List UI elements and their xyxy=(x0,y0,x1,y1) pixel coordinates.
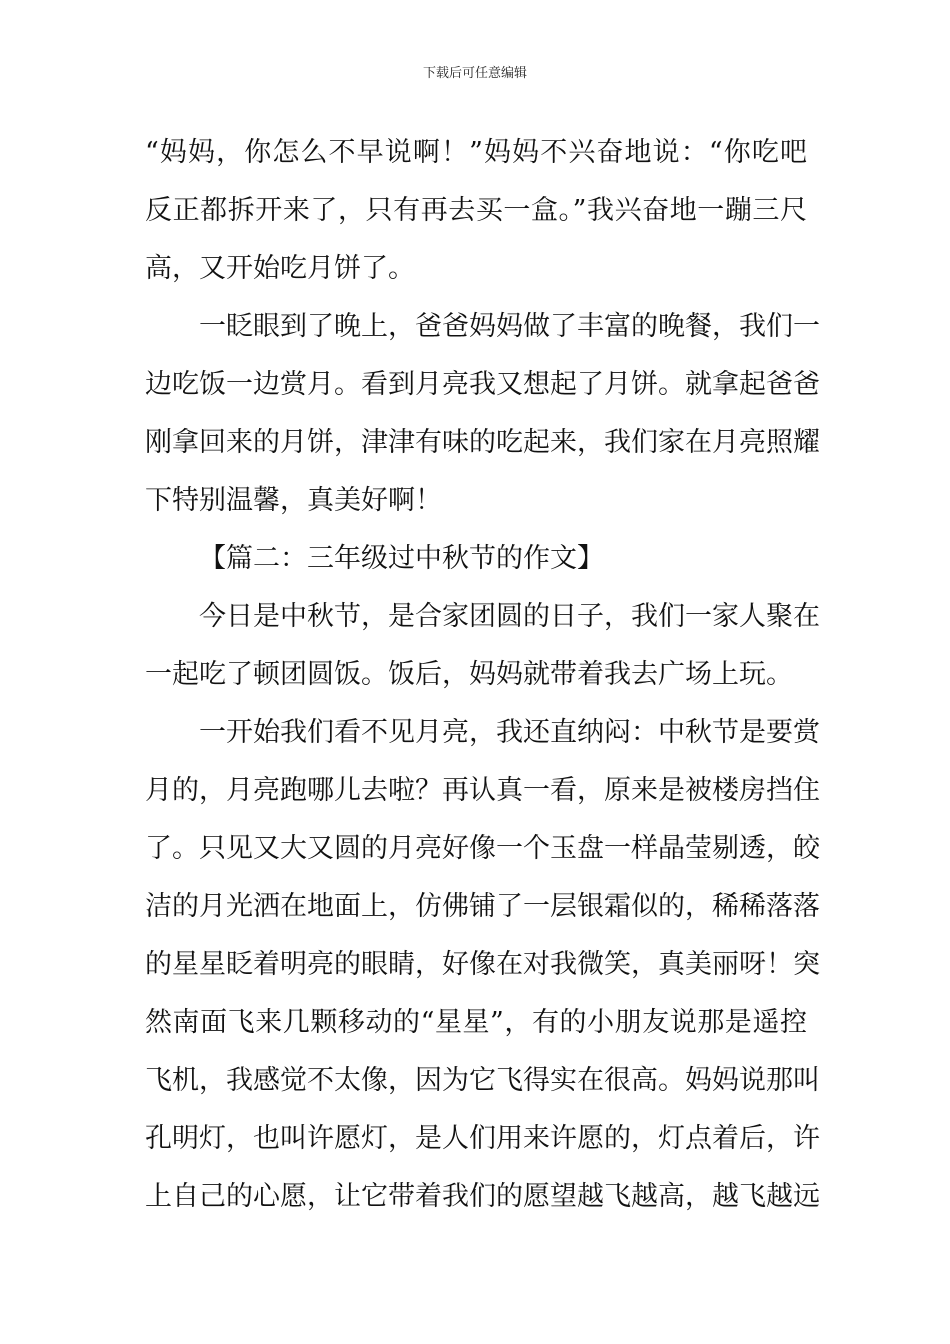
text-line: 高，又开始吃月饼了。 xyxy=(145,253,415,284)
page-header: 下载后可任意编辑 xyxy=(422,66,527,81)
text-line: 洁的月光洒在地面上，仿佛铺了一层银霜似的，稀稀落落 xyxy=(145,891,820,922)
text-line: 边吃饭一边赏月。看到月亮我又想起了月饼。就拿起爸爸 xyxy=(145,369,820,400)
text-line: 然南面飞来几颗移动的“星星”，有的小朋友说那是遥控 xyxy=(145,1007,807,1038)
text-line: “妈妈，你怎么不早说啊！”妈妈不兴奋地说：“你吃吧 xyxy=(145,137,807,168)
text-line: 一起吃了顿团圆饭。饭后，妈妈就带着我去广场上玩。 xyxy=(145,659,793,690)
text-line: 了。只见又大又圆的月亮好像一个玉盘一样晶莹剔透，皎 xyxy=(145,833,820,864)
text-line: 一开始我们看不见月亮，我还直纳闷：中秋节是要赏 xyxy=(199,717,820,748)
text-line: 飞机，我感觉不太像，因为它飞得实在很高。妈妈说那叫 xyxy=(145,1065,820,1096)
text-line: 的星星眨着明亮的眼睛，好像在对我微笑，真美丽呀！突 xyxy=(145,949,820,980)
text-line: 月的，月亮跑哪儿去啦？再认真一看，原来是被楼房挡住 xyxy=(145,775,820,806)
text-line: 一眨眼到了晚上，爸爸妈妈做了丰富的晚餐，我们一 xyxy=(199,311,820,342)
section-heading: 【篇二：三年级过中秋节的作文】 xyxy=(199,543,604,574)
text-line: 反正都拆开来了，只有再去买一盒。”我兴奋地一蹦三尺 xyxy=(145,195,807,226)
body-text xyxy=(145,124,820,1226)
text-line: 今日是中秋节，是合家团圆的日子，我们一家人聚在 xyxy=(199,601,820,632)
text-line: 刚拿回来的月饼，津津有味的吃起来，我们家在月亮照耀 xyxy=(145,427,820,458)
text-line: 孔明灯，也叫许愿灯，是人们用来许愿的，灯点着后，许 xyxy=(145,1123,820,1154)
text-line: 下特别温馨，真美好啊！ xyxy=(145,485,442,516)
text-line: 上自己的心愿，让它带着我们的愿望越飞越高，越飞越远 xyxy=(145,1181,820,1212)
